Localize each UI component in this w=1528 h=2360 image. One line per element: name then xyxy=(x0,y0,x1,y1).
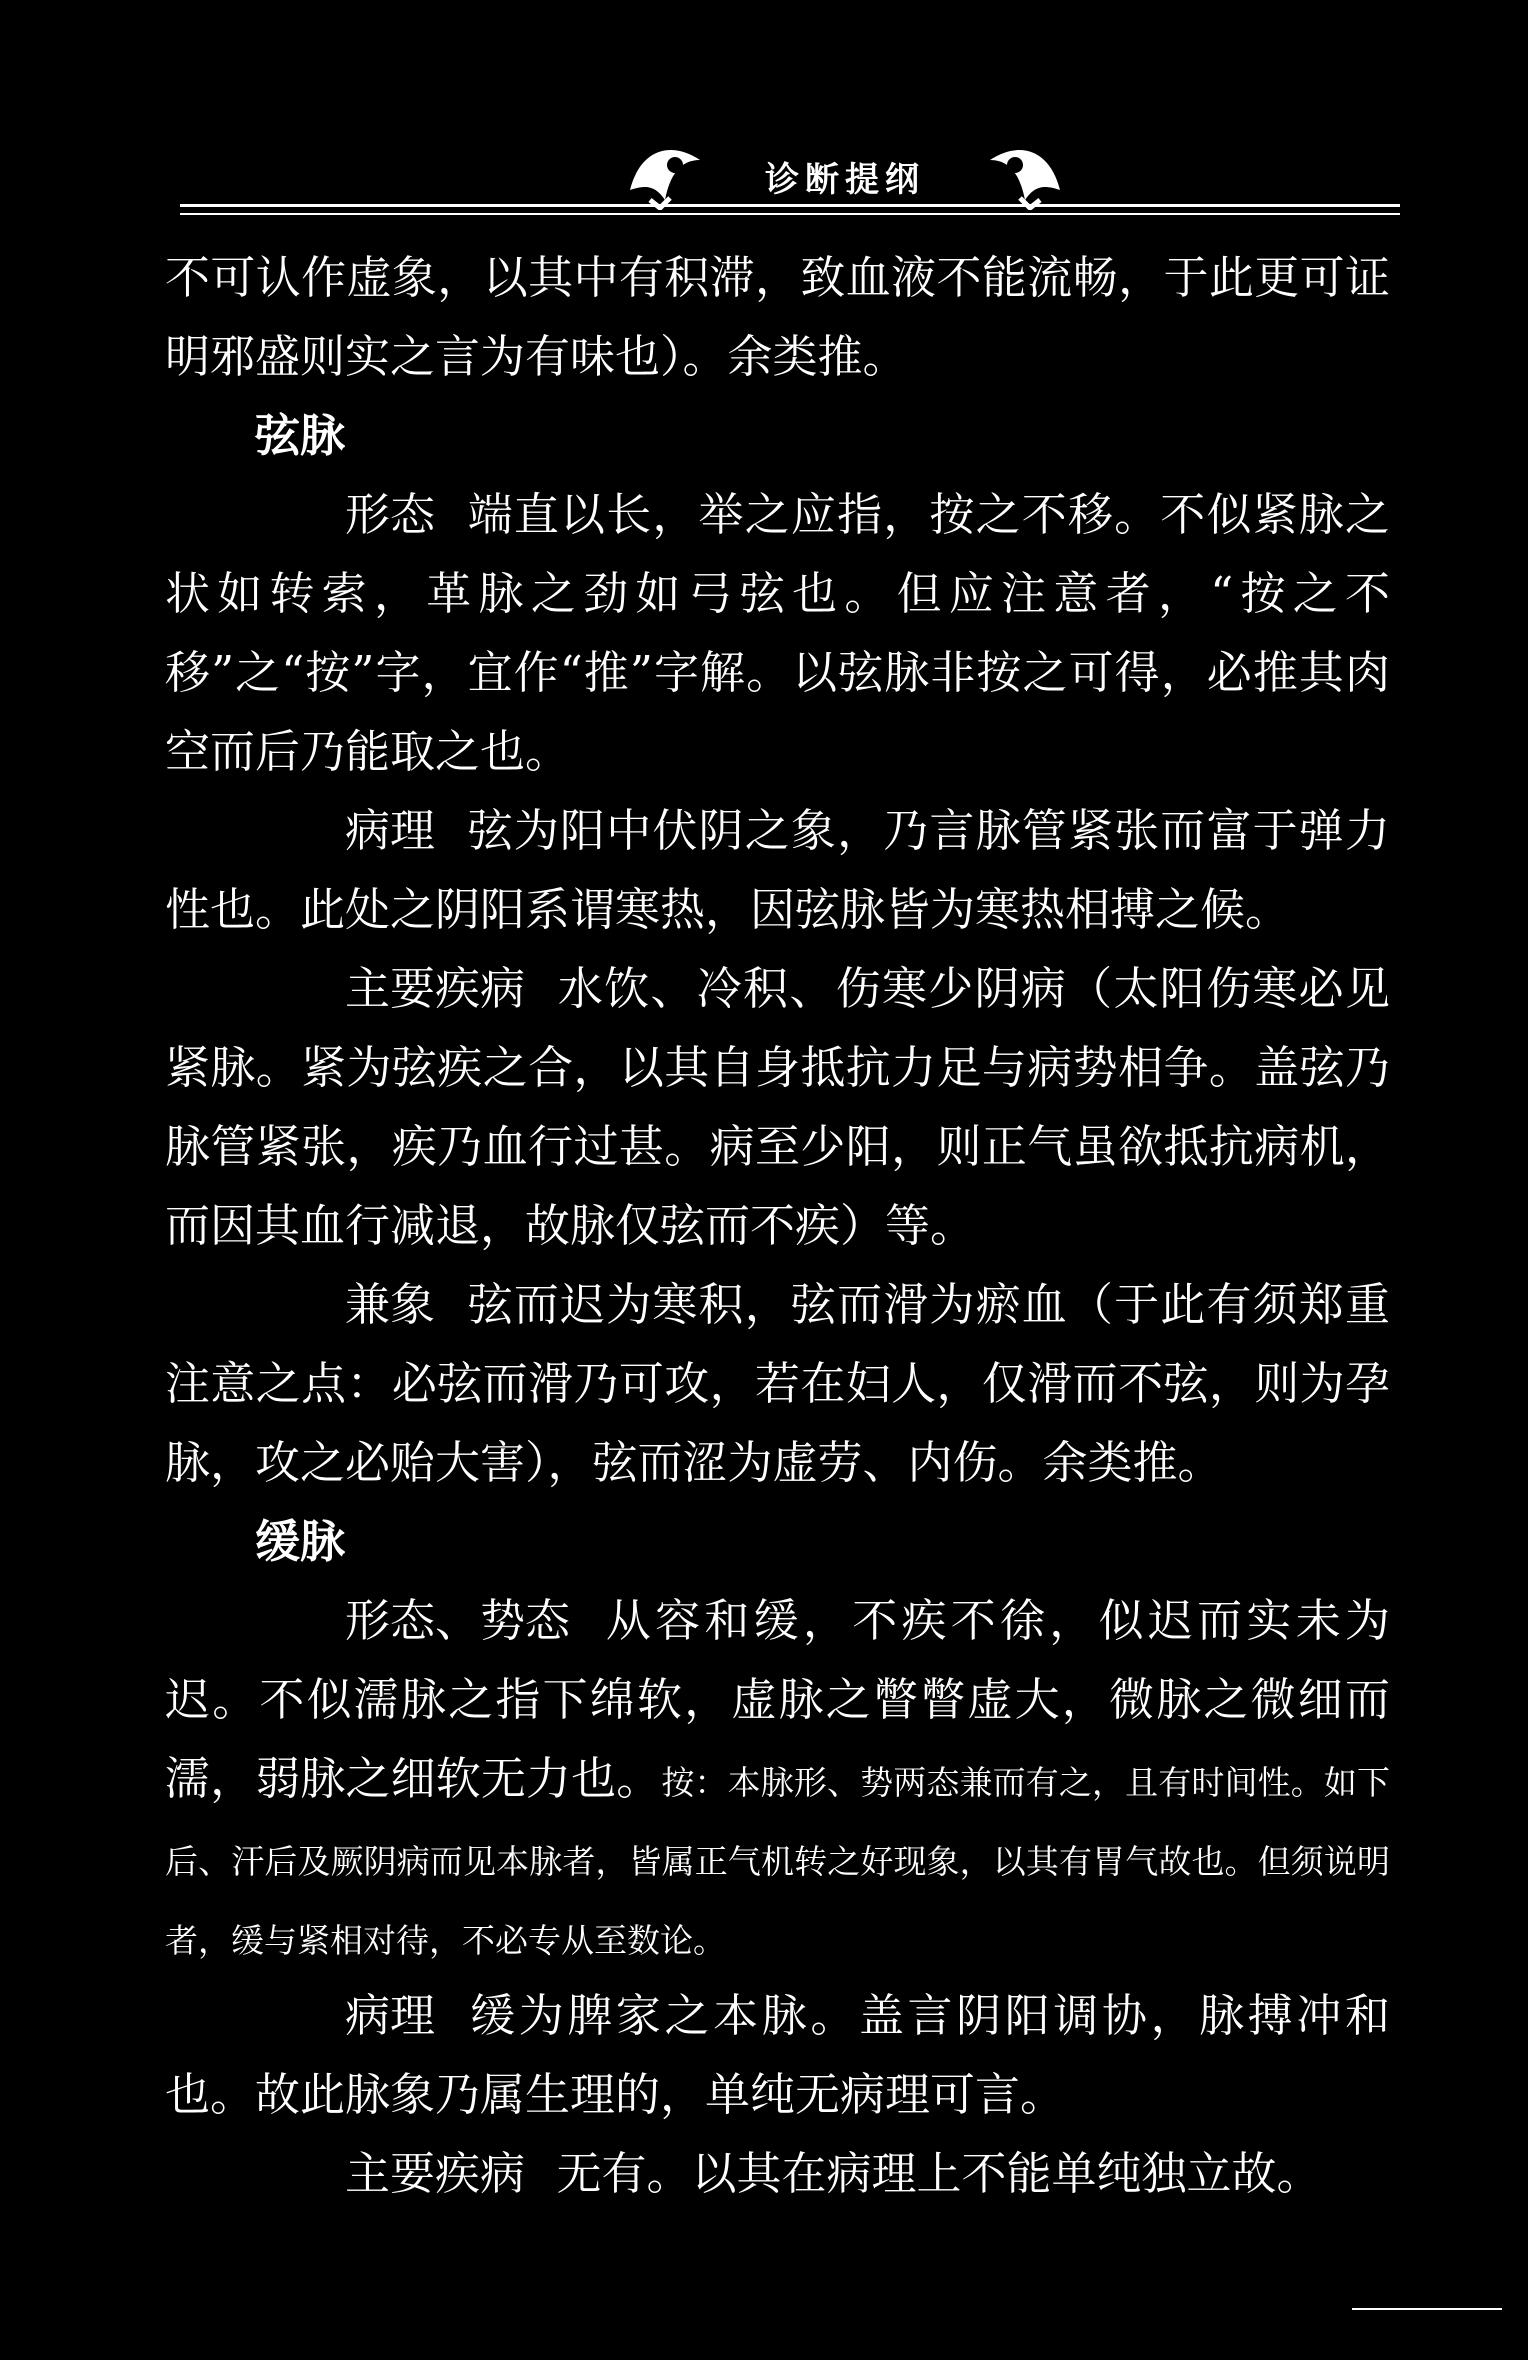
paragraph-text: 缓为脾家之本脉。盖言阴阳调协，脉搏冲和也。故此脉象乃属生理的，单纯无病理可言。 xyxy=(165,1989,1390,2121)
ornament-left-icon xyxy=(620,130,710,210)
paragraph-term: 病理 xyxy=(345,1989,436,2042)
paragraph-term: 形态、势态 xyxy=(345,1594,571,1647)
paragraph-text: 从容和缓，不疾不徐，似迟而实未为迟。不似濡脉之指下绵软，虚脉之瞥瞥虚大，微脉之微细而濡，弱脉之细软无力也。 xyxy=(165,1594,1390,1805)
section-heading: 缓脉 xyxy=(255,1515,346,1568)
paragraph-text: 弦为阳中伏阴之象，乃言脉管紧张而富于弹力性也。此处之阴阳系谓寒热，因弦脉皆为寒热相搏之候。 xyxy=(165,804,1390,936)
paragraph xyxy=(165,949,1390,1265)
page-body xyxy=(165,238,1390,2213)
paragraph-term: 病理 xyxy=(345,804,436,857)
ornament-right-icon xyxy=(980,130,1070,210)
section-heading: 弦脉 xyxy=(255,409,346,462)
paragraph-term: 主要疾病 xyxy=(345,2147,526,2200)
paragraph-term: 兼象 xyxy=(345,1278,436,1331)
paragraph-text: 无有。以其在病理上不能单纯独立故。 xyxy=(556,2147,1322,2200)
paragraph-text: 水饮、冷积、伤寒少阴病（太阳伤寒必见紧脉。紧为弦疾之合，以其自身抵抗力足与病势相争。盖弦乃脉管紧张，疾乃血行过甚。病至少阳，则正气虽欲抵抗病机，而因其血行减退，故脉仅弦而不疾）等。 xyxy=(165,962,1390,1252)
paragraph xyxy=(165,1265,1390,1502)
paragraph-text: 端直以长，举之应指，按之不移。不似紧脉之状如转索，革脉之劲如弓弦也。但应注意者，“按之不移”之“按”字，宜作“推”字解。以弦脉非按之可得，必推其肉空而后乃能取之也。 xyxy=(165,488,1390,778)
paragraph xyxy=(165,2134,1390,2213)
running-head-title: 诊断提纲 xyxy=(765,160,925,200)
paragraph: 不可认作虚象，以其中有积滞，致血液不能流畅，于此更可证明邪盛则实之言为有味也）。余类推。 xyxy=(165,251,1390,383)
paragraph-note: 按：本脉形、势两态兼而有之，且有时间性。如下后、汗后及厥阴病而见本脉者，皆属正气机转之好现象，以其有胃气故也。但须说明者，缓与紧相对待，不必专从至数论。 xyxy=(165,1763,1390,1960)
header-rule-thin xyxy=(180,213,1400,215)
paragraph-text: 弦而迟为寒积，弦而滑为瘀血（于此有须郑重注意之点：必弦而滑乃可攻，若在妇人，仅滑而不弦，则为孕脉，攻之必贻大害），弦而涩为虚劳、内伤。余类推。 xyxy=(165,1278,1390,1489)
paragraph xyxy=(165,1976,1390,2134)
header-rule-thick xyxy=(180,204,1400,207)
page-header xyxy=(180,130,1400,226)
footer-rule xyxy=(1352,2308,1502,2310)
paragraph xyxy=(165,475,1390,791)
paragraph-term: 形态 xyxy=(345,488,436,541)
paragraph xyxy=(165,1581,1390,1976)
paragraph xyxy=(165,791,1390,949)
paragraph-term: 主要疾病 xyxy=(345,962,526,1015)
